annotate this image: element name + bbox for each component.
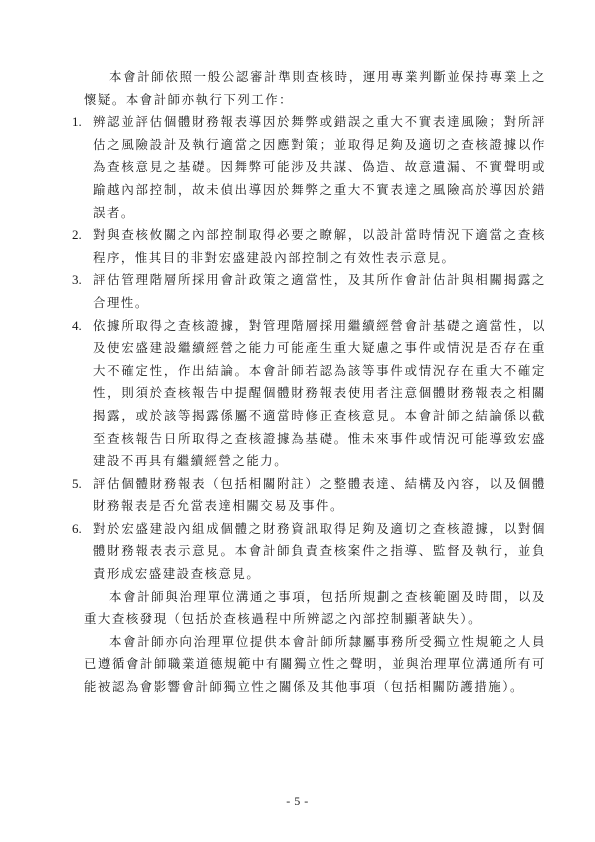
- independence-paragraph: 本會計師亦向治理單位提供本會計師所隸屬事務所受獨立性規範之人員已遵循會計師職業道德規範中有關獨立性之聲明，並與治理單位溝通所有可能被認為會影響會計師獨立性之關係及其他事項（包括相關防護措施）。: [84, 633, 546, 695]
- item-text: 評估管理階層所採用會計政策之適當性，及其所作會計估計與相關揭露之合理性。: [93, 272, 546, 310]
- list-item: [72, 473, 546, 518]
- list-item: [72, 518, 546, 586]
- page-number: - 5 -: [286, 794, 309, 808]
- intro-paragraph: 本會計師依照一般公認審計準則查核時，運用專業判斷並保持專業上之懷疑。本會計師亦執行下列工作：: [84, 69, 546, 107]
- item-text: 對於宏盛建設內組成個體之財務資訊取得足夠及適切之查核證據，以對個體財務報表表示意見。本會計師負責查核案件之指導、監督及執行，並負責形成宏盛建設查核意見。: [93, 520, 546, 582]
- list-item: [72, 224, 546, 269]
- item-text: 辨認並評估個體財務報表導因於舞弊或錯誤之重大不實表達風險；對所評估之風險設計及執行適當之因應對策；並取得足夠及適切之查核證據以作為查核意見之基礎。因舞弊可能涉及共謀、偽造、故意遺漏、不實聲明或踰越內部控制，故未偵出導因於舞弊之重大不實表達之風險高於導因於錯誤者。: [93, 114, 546, 220]
- list-item: [72, 111, 546, 224]
- item-number: 2.: [72, 227, 82, 243]
- item-number: 3.: [72, 272, 82, 288]
- item-text: 對與查核攸關之內部控制取得必要之瞭解，以設計當時情況下適當之查核程序，惟其目的非對宏盛建設內部控制之有效性表示意見。: [93, 227, 546, 265]
- item-number: 5.: [72, 475, 82, 491]
- item-number: 4.: [72, 317, 82, 333]
- item-text: 依據所取得之查核證據，對管理階層採用繼續經營會計基礎之適當性，以及使宏盛建設繼續經營之能力可能產生重大疑慮之事件或情況是否存在重大不確定性，作出結論。本會計師若認為該等事件或情況存在重大不確定性，則須於查核報告中提醒個體財務報表使用者注意個體財務報表之相關揭露，或於該等揭露係屬不適當時修正查核意見。本會計師之結論係以截至查核報告日所取得之查核證據為基礎。惟未來事件或情況可能導致宏盛建設不再具有繼續經營之能力。: [93, 317, 546, 469]
- governance-paragraph: 本會計師與治理單位溝通之事項，包括所規劃之查核範圍及時間，以及重大查核發現（包括於查核過程中所辨認之內部控制顯著缺失）。: [84, 588, 546, 627]
- item-number: 6.: [72, 520, 82, 536]
- list-item: [72, 315, 546, 473]
- procedures-list: [72, 111, 546, 585]
- report-body: [72, 66, 546, 699]
- item-number: 1.: [72, 114, 82, 130]
- item-text: 評估個體財務報表（包括相關附註）之整體表達、結構及內容，以及個體財務報表是否允當表達相關交易及事件。: [93, 475, 546, 514]
- list-item: [72, 269, 546, 314]
